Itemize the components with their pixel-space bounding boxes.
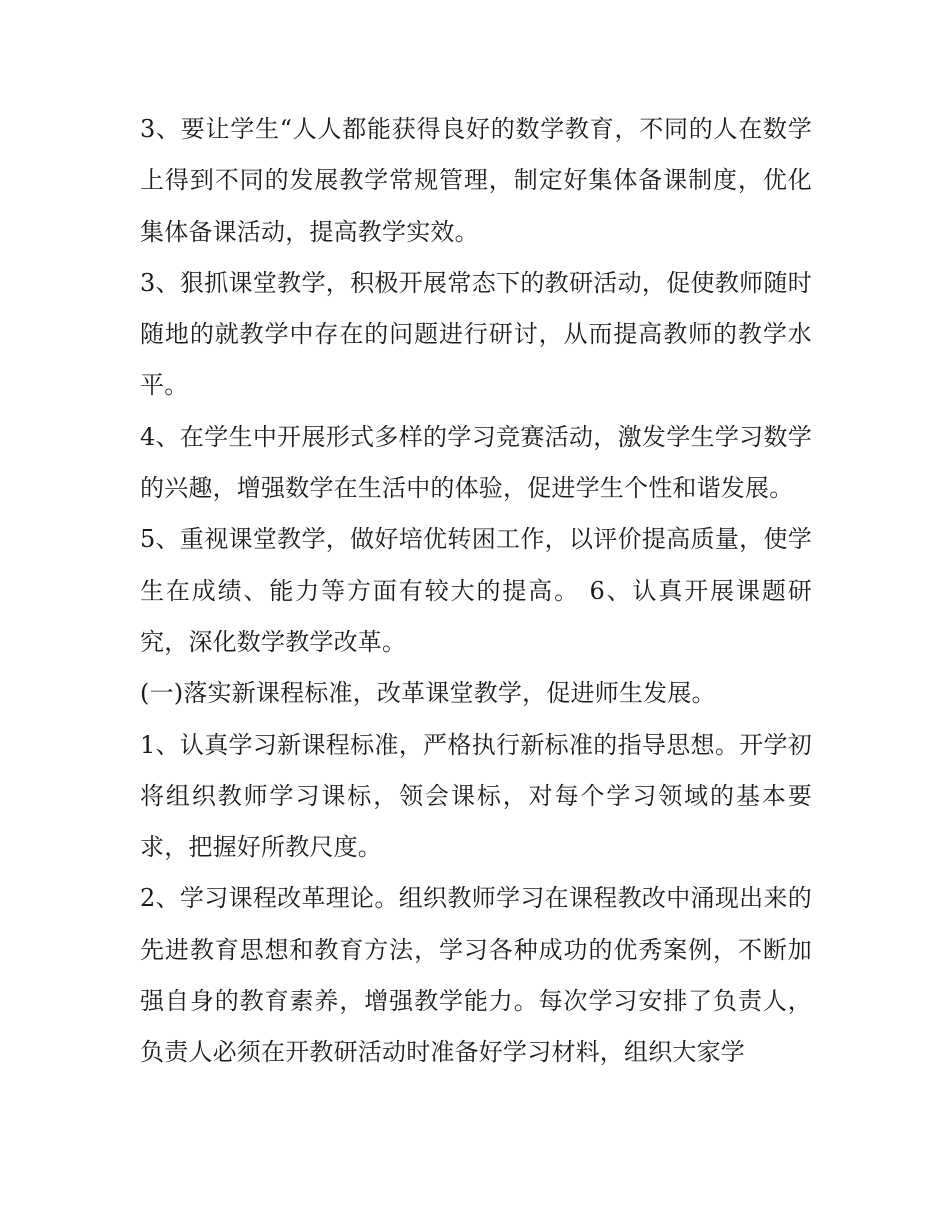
document-body bbox=[140, 104, 812, 1079]
paragraph-item-4-learning-competitions: 4、在学生中开展形式多样的学习竞赛活动，激发学生学习数学的兴趣，增强数学在生活中的体验，促进学生个性和谐发展。 bbox=[140, 422, 812, 503]
section-heading-one: (一)落实新课程标准，改革课堂教学，促进师生发展。 bbox=[140, 679, 716, 708]
paragraph-item-3-collective-lesson-prep: 3、要让学生“人人都能获得良好的数学教育，不同的人在数学上得到不同的发展教学常规管理，制定好集体备课制度，优化集体备课活动，提高教学实效。 bbox=[140, 115, 812, 246]
paragraph-item-1-curriculum-standards: 1、认真学习新课程标准，严格执行新标准的指导思想。开学初将组织教师学习课标，领会课标，对每个学习领域的基本要求，把握好所教尺度。 bbox=[140, 730, 812, 862]
paragraph-item-5-and-6: 5、重视课堂教学，做好培优转困工作，以评价提高质量，使学生在成绩、能力等方面有较大的提高。 6、认真开展课题研究，深化数学教学改革。 bbox=[140, 525, 812, 656]
paragraph-item-3-classroom-teaching: 3、狠抓课堂教学，积极开展常态下的教研活动，促使教师随时随地的就教学中存在的问题进行研讨，从而提高教师的教学水平。 bbox=[140, 268, 812, 400]
paragraph-item-2-reform-theory: 2、学习课程改革理论。组织教师学习在课程教改中涌现出来的先进教育思想和教育方法，学习各种成功的优秀案例，不断加强自身的教育素养，增强教学能力。每次学习安排了负责人，负责人必须在开教研活动时准备好学习材料，组织大家学 bbox=[140, 884, 812, 1067]
